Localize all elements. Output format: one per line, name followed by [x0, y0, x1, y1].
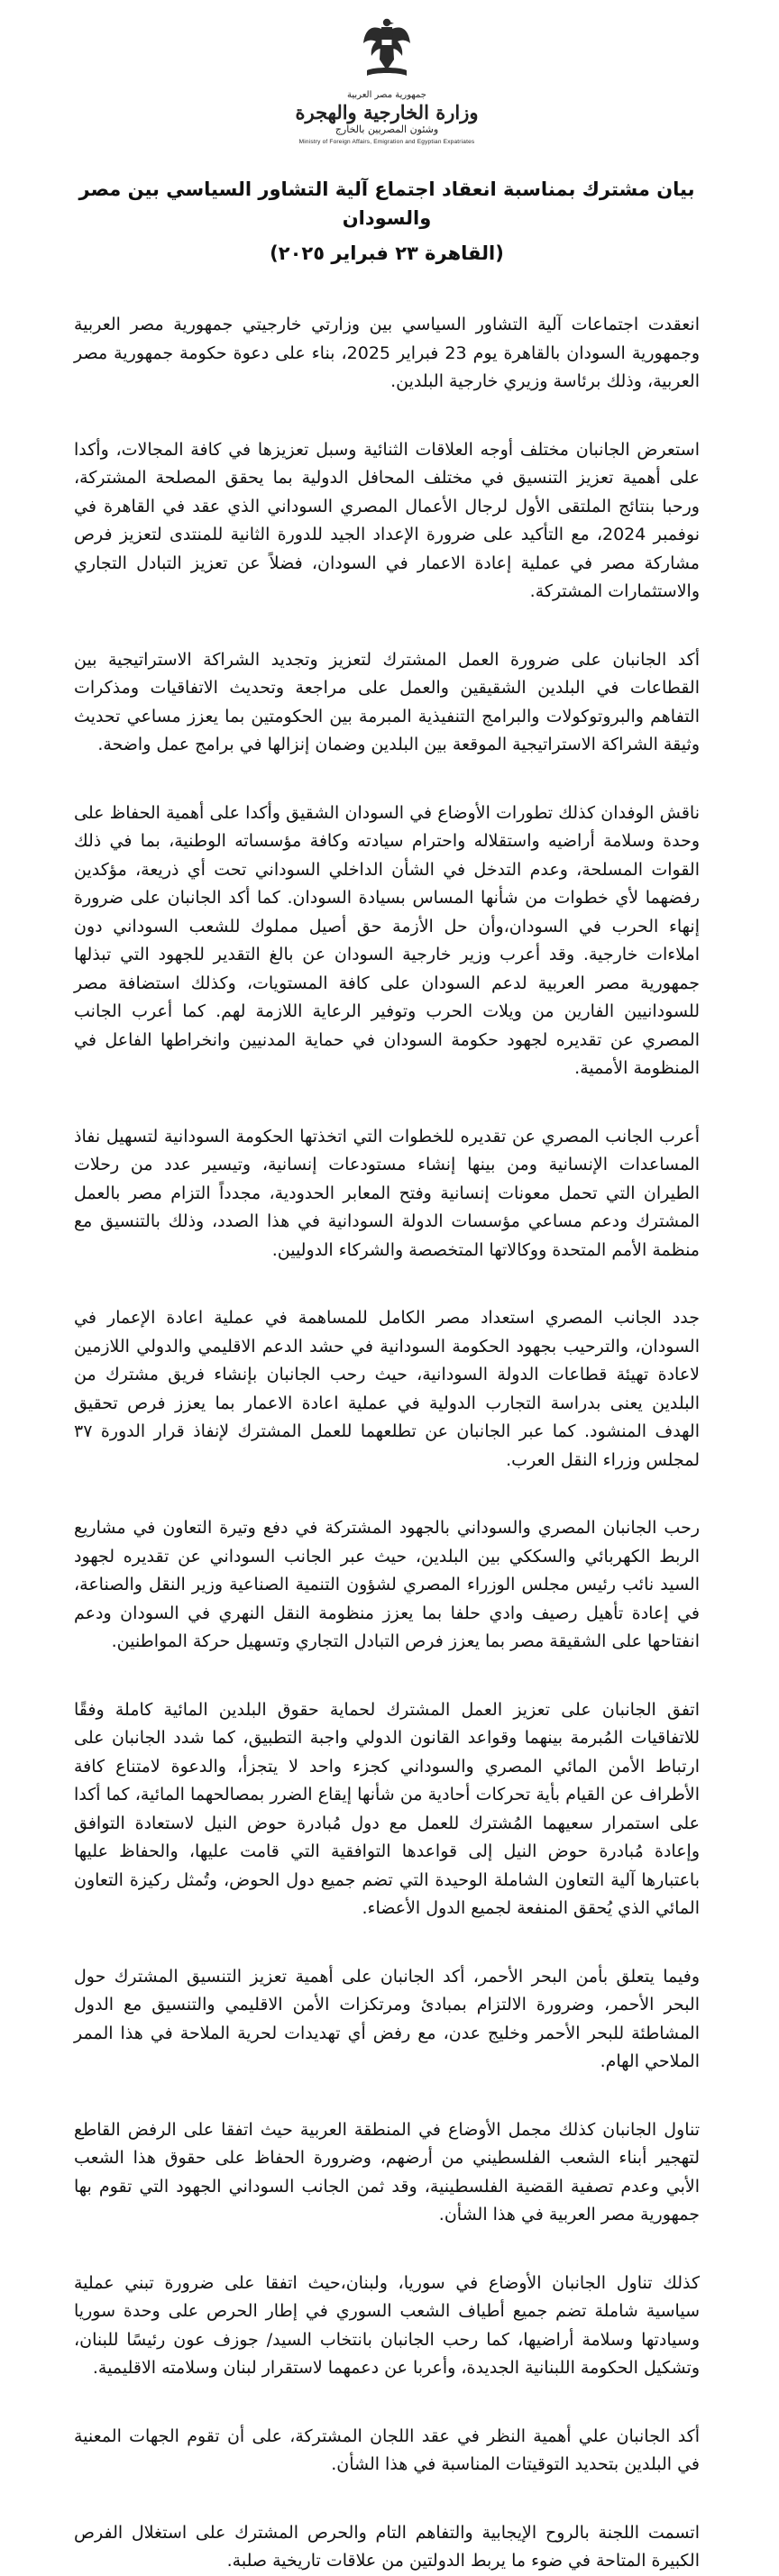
ministry-letterhead: [279, 16, 495, 146]
paragraph-bilateral-relations: استعرض الجانبان مختلف أوجه العلاقات الثنائية وسبل تعزيزها في كافة المجالات، وأكدا على أهمية تعزيز التنسيق في مختلف المحافل الدولية بما يحقق المصلحة المشتركة، ورحبا بنتائج الملتقى الأول لرجال الأعمال المصري السوداني الذي عقد في القاهرة في نوفمبر 2024، مع التأكيد على ضرورة الإعداد الجيد للدورة الثانية للمنتدى لتعزيز فرص مشاركة مصر في عملية إعادة الاعمار في السودان، فضلاً عن تعزيز التبادل التجاري والاستثمارات المشتركة.: [74, 439, 700, 602]
paragraph-sudan-situation: ناقش الوفدان كذلك تطورات الأوضاع في السودان الشقيق وأكدا على أهمية الحفاظ على وحدة وسلامة أراضيه واستقلاله واحترام سيادته وكافة مؤسساته الوطنية، بما في ذلك القوات المسلحة، وعدم التدخل في الشأن الداخلي السوداني تحت أي ذريعة، مؤكدين رفضهما لأي خطوات من شأنها المساس بسيادة السودان. كما أكد الجانبان على ضرورة إنهاء الحرب في السودان،وأن حل الأزمة حق أصيل مملوك للشعب السوداني دون املاءات خارجية. وقد أعرب وزير خارجية السودان عن بالغ التقدير للجهود التي تبذلها جمهورية مصر العربية لدعم السودان على كافة المستويات، وكذلك استضافة مصر للسودانيين الفارين من ويلات الحرب وتوفير الرعاية اللازمة لهم. كما أعرب الجانب المصري عن تقديره لجهود حكومة السودان في حماية المدنيين وانخراطها الفاعل في المنظومة الأممية.: [74, 802, 700, 1079]
ministry-name: وزارة الخارجية والهجرة: [295, 100, 479, 123]
statement-title: بيان مشترك بمناسبة انعقاد اجتماع آلية التشاور السياسي بين مصر والسودان: [78, 178, 695, 230]
ministry-name-english: Ministry of Foreign Affairs, Emigration and Egyptian Expatriates: [298, 139, 475, 146]
paragraph-red-sea: وفيما يتعلق بأمن البحر الأحمر، أكد الجانبان على أهمية تعزيز التنسيق المشترك حول البحر الأحمر، وضرورة الالتزام بمبادئ ومرتكزات الأمن الاقليمي والتنسيق مع الدول المشاطئة للبحر الأحمر وخليج عدن، مع رفض أي تهديدات لحرية الملاحة في هذا الممر الملاحي الهام.: [74, 1966, 700, 2072]
paragraph-reconstruction: جدد الجانب المصري استعداد مصر الكامل للمساهمة في عملية اعادة الإعمار في السودان، والترحيب بجهود الحكومة السودانية في حشد الدعم الاقليمي والدولي اللازمين لاعادة تهيئة قطاعات الدولة السودانية، حيث رحب الجانبان بإنشاء فريق مشترك من البلدين يعنى بدراسة التجارب الدولية في عملية اعادة الاعمار بما يعزز فرص تحقيق الهدف المنشود. كما عبر الجانبان عن تطلعهما للعمل المشترك لإنفاذ قرار الدورة ٣٧ لمجلس وزراء النقل العرب.: [74, 1308, 700, 1470]
paragraph-water-security: اتفق الجانبان على تعزيز العمل المشترك لحماية حقوق البلدين المائية كاملة وفقًا للاتفاقيات المُبرمة بينهما وقواعد القانون الدولي واجبة التطبيق، كما شدد الجانبان على ارتباط الأمن المائي المصري والسوداني كجزء واحد لا يتجزأ، والدعوة لامتناع كافة الأطراف عن القيام بأية تحركات أحادية من شأنها إيقاع الضرر بمصالحهما المائية، كما أكدا على استمرار سعيهما المُشترك للعمل مع دول مُبادرة حوض النيل لاستعادة التوافق وإعادة مُبادرة حوض النيل إلى قواعدها التوافقية التي قامت عليها، والحفاظ عليها باعتبارها آلية التعاون الشاملة الوحيدة التي تضم جميع دول الحوض، وتُمثل ركيزة التعاون المائي الذي يُحقق المنفعة لجميع الدول الأعضاء.: [74, 1699, 700, 1919]
statement-date: (القاهرة ٢٣ فبراير ٢٠٢٥): [270, 242, 504, 264]
paragraph-transport-energy: رحب الجانبان المصري والسوداني بالجهود المشتركة في دفع وتيرة التعاون في مشاريع الربط الكهربائي والسككي بين البلدين، حيث عبر الجانب السوداني عن تقديره لجهود السيد نائب رئيس مجلس الوزراء المصري لشؤون التنمية الصناعية وزير النقل والصناعة، في إعادة تأهيل رصيف وادي حلفا بما يعزز منظومة النقل النهري في السودان ودعم انفتاحها على الشقيقة مصر بما يعزز فرص التبادل التجاري وتسهيل حركة المواطنين.: [74, 1518, 700, 1652]
ministry-subtitle: وشئون المصريين بالخارج: [335, 123, 439, 135]
paragraph-closing: اتسمت اللجنة بالروح الإيجابية والتفاهم التام والحرص المشترك على استغلال الفرص الكبيرة المتاحة في ضوء ما يربط الدولتين من علاقات تاريخية صلبة.: [74, 2522, 700, 2571]
paragraph-palestine: تناول الجانبان كذلك مجمل الأوضاع في المنطقة العربية حيث اتفقا على الرفض القاطع لتهجير أبناء الشعب الفلسطيني من أرضهم، وضرورة الحفاظ على حقوق هذا الشعب الأبي وعدم تصفية القضية الفلسطينية، وقد ثمن الجانب السوداني الجهود التي تقوم بها جمهورية مصر العربية في هذا الشأن.: [74, 2119, 700, 2225]
paragraph-opening: انعقدت اجتماعات آلية التشاور السياسي بين وزارتي خارجيتي جمهورية مصر العربية وجمهورية السودان بالقاهرة يوم 23 فبراير 2025، بناء على دعوة حكومة جمهورية مصر العربية، وذلك برئاسة وزيري خارجية البلدين.: [74, 315, 700, 392]
statement-body: [74, 311, 700, 2576]
republic-name: جمهورية مصر العربية: [347, 90, 426, 100]
paragraph-syria-lebanon: كذلك تناول الجانبان الأوضاع في سوريا، ولبنان،حيث اتفقا على ضرورة تبني عملية سياسية شاملة تضم جميع أطياف الشعب السوري في إطار الحرص على وحدة سوريا وسيادتها وسلامة أراضيها، كما رحب الجانبان بانتخاب السيد/ جوزف عون رئيسًا للبنان، وتشكيل الحكومة اللبنانية الجديدة، وأعربا عن دعمهما لاستقرار لبنان وسلامته الاقليمية.: [74, 2272, 700, 2379]
eagle-emblem-icon: [362, 16, 412, 87]
paragraph-strategic-partnership: أكد الجانبان على ضرورة العمل المشترك لتعزيز وتجديد الشراكة الاستراتيجية بين القطاعات في البلدين الشقيقين والعمل على مراجعة وتحديث الاتفاقيات ومذكرات التفاهم والبروتوكولات والبرامج التنفيذية المبرمة بين الحكومتين بما يعزز مساعي تحديث وثيقة الشراكة الاستراتيجية الموقعة بين البلدين وضمان إنزالها في برامج عمل واضحة.: [74, 649, 700, 755]
paragraph-humanitarian-aid: أعرب الجانب المصري عن تقديره للخطوات التي اتخذتها الحكومة السودانية لتسهيل نفاذ المساعدات الإنسانية ومن بينها إنشاء مستودعات إنسانية، وتيسير عدد من رحلات الطيران التي تحمل معونات إنسانية وفتح المعابر الحدودية، مجدداً التزام مصر بالعمل المشترك ودعم مساعي مؤسسات الدولة السودانية في هذا الصدد، وذلك بالتنسيق مع منظمة الأمم المتحدة ووكالاتها المتخصصة والشركاء الدوليين.: [74, 1126, 700, 1260]
paragraph-joint-committees: أكد الجانبان علي أهمية النظر في عقد اللجان المشتركة، على أن تقوم الجهات المعنية في البلدين بتحديد التوقيتات المناسبة في هذا الشأن.: [74, 2425, 700, 2475]
